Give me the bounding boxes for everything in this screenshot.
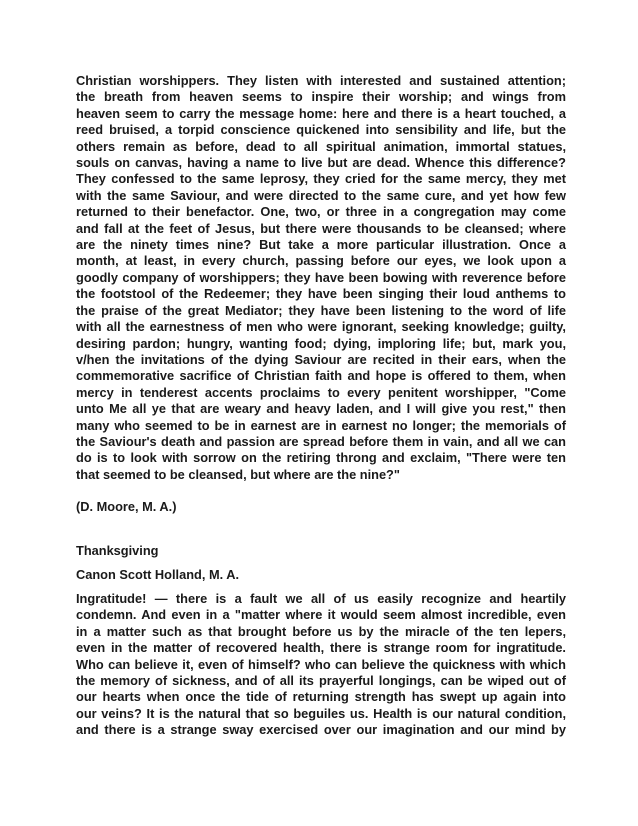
paragraph-2-line: our hearts when once the tide of returning strength has swept up again into (76, 689, 566, 705)
attribution: (D. Moore, M. A.) (76, 499, 177, 514)
paragraph-1-line: are the ninety times nine? But take a more particular illustration. Once a (76, 237, 566, 253)
paragraph-1-line: mercy in tenderest accents proclaims to every penitent worshipper, "Come (76, 384, 566, 400)
paragraph-2-line: in a matter such as that brought before us by the miracle of the ten lepers, (76, 623, 566, 639)
paragraph-2-line: the memory of sickness, and of all its prayerful longings, can be wiped out of (76, 673, 566, 689)
paragraph-2-line: even in the matter of recovered health, there is strange room for ingratitude. (76, 640, 566, 656)
paragraph-1-line: with all the earnestness of men who were ignorant, seeking knowledge; guilty, (76, 319, 566, 335)
paragraph-1-line: returned to their benefactor. One, two, or three in a congregation may come (76, 204, 566, 220)
paragraph-2-line: our veins? It is the natural that so beguiles us. Health is our natural condition, (76, 705, 566, 721)
paragraph-1-line: others remain as before, dead to all spiritual animation, immortal statues, (76, 138, 566, 154)
paragraph-1-line: souls on canvas, having a name to live but are dead. Whence this difference? (76, 155, 566, 171)
paragraph-1 (76, 73, 566, 483)
section-heading: Thanksgiving (76, 543, 159, 558)
paragraph-1-line: many who seemed to be in earnest are in earnest no longer; the memorials of (76, 417, 566, 433)
paragraph-2-line: condemn. And even in a "matter where it would seem almost incredible, even (76, 607, 566, 623)
paragraph-1-line: with the same Saviour, and were directed to the same cure, and yet how few (76, 187, 566, 203)
paragraph-1-line: Christian worshippers. They listen with interested and sustained attention; (76, 73, 566, 88)
paragraph-2-line: and there is a strange sway exercised over our imagination and our mind by (76, 722, 566, 738)
paragraph-1-line: v/hen the invitations of the dying Saviour are recited in their ears, when the (76, 351, 566, 367)
paragraph-2-line: Ingratitude! — there is a fault we all of us easily recognize and heartily (76, 591, 566, 606)
paragraph-1-line: heaven seem to carry the message home: here and there is a heart touched, a (76, 105, 566, 121)
paragraph-1-line: unto Me all ye that are weary and heavy laden, and I will give you rest," then (76, 401, 566, 417)
paragraph-1-line: do is to look with sorrow on the retiring throng and exclaim, "There were ten (76, 450, 566, 466)
author-line: Canon Scott Holland, M. A. (76, 567, 240, 582)
paragraph-1-line: the footstool of the Redeemer; they have been singing their loud anthems to (76, 286, 566, 302)
paragraph-1-line: They confessed to the same leprosy, they cried for the same mercy, they met (76, 171, 566, 187)
paragraph-1-line: desiring pardon; hungry, wanting food; dying, imploring life; but, mark you, (76, 335, 566, 351)
paragraph-1-line: reed bruised, a torpid conscience quickened into sensibility and life, but the (76, 122, 566, 138)
paragraph-1-line: month, at least, in every church, passing before our eyes, we look upon a (76, 253, 566, 269)
paragraph-1-line: the breath from heaven seems to inspire their worship; and wings from (76, 89, 566, 105)
paragraph-1-line: the Saviour's death and passion are spread before them in vain, and all we can (76, 433, 566, 449)
paragraph-1-line: goodly company of worshippers; they have been bowing with reverence before (76, 269, 566, 285)
paragraph-2 (76, 591, 566, 739)
paragraph-1-line: that seemed to be cleansed, but where are the nine?" (76, 466, 400, 482)
paragraph-1-line: the praise of the great Mediator; they have been listening to the word of life (76, 302, 566, 318)
paragraph-1-line: commemorative sacrifice of Christian faith and hope is offered to them, when (76, 368, 566, 384)
paragraph-2-line: Who can believe it, even of himself? who can believe the quickness with which (76, 656, 566, 672)
paragraph-1-line: and fall at the feet of Jesus, but there were thousands to be cleansed; where (76, 220, 566, 236)
